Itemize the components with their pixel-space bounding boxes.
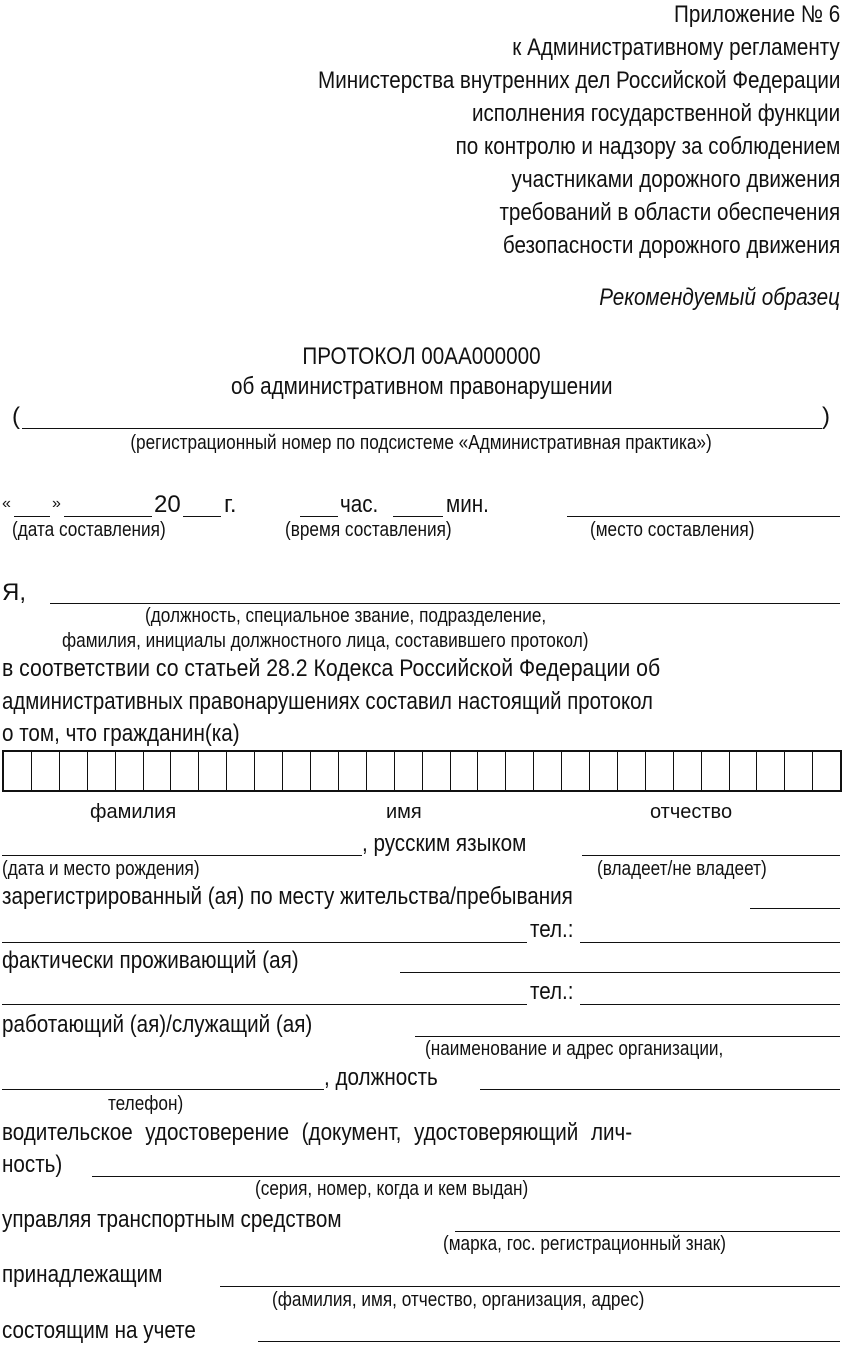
organization-phone-field[interactable] xyxy=(2,1089,324,1090)
place-caption: (место составления) xyxy=(590,519,755,541)
organization-caption-1: (наименование и адрес организации, xyxy=(425,1038,724,1060)
reg-close-paren: ) xyxy=(822,403,830,430)
license-caption: (серия, номер, когда и кем выдан) xyxy=(255,1178,529,1200)
name-letter-cell[interactable] xyxy=(395,752,423,790)
name-letter-cell[interactable] xyxy=(562,752,590,790)
name-letter-cell[interactable] xyxy=(785,752,813,790)
residing-label: фактически проживающий (ая) xyxy=(2,947,299,974)
name-letter-cell[interactable] xyxy=(646,752,674,790)
name-letter-cell[interactable] xyxy=(60,752,88,790)
name-letter-cell[interactable] xyxy=(339,752,367,790)
grid-label-patronymic: отчество xyxy=(650,801,733,823)
sample-note: Рекомендуемый образец xyxy=(599,284,840,311)
day-field[interactable] xyxy=(14,516,50,517)
name-letter-cell[interactable] xyxy=(283,752,311,790)
year-suffix: г. xyxy=(224,491,237,518)
birth-caption: (дата и место рождения) xyxy=(2,858,200,880)
working-label: работающий (ая)/служащий (ая) xyxy=(2,1011,313,1038)
officer-caption-2: фамилия, инициалы должностного лица, составившего протокол) xyxy=(62,630,589,652)
registered-label: зарегистрированный (ая) по месту жительства/пребывания xyxy=(2,883,573,910)
name-letter-cell[interactable] xyxy=(618,752,646,790)
protocol-subtitle: об административном правонарушении xyxy=(230,373,613,400)
name-letter-cell[interactable] xyxy=(311,752,339,790)
name-letter-cell[interactable] xyxy=(506,752,534,790)
residing-address-field[interactable] xyxy=(400,972,840,973)
date-caption: (дата составления) xyxy=(12,519,166,541)
position-label: , должность xyxy=(324,1064,438,1091)
language-caption: (владеет/не владеет) xyxy=(597,858,767,880)
owner-field[interactable] xyxy=(220,1286,840,1287)
name-letter-cell[interactable] xyxy=(534,752,562,790)
quote-close: » xyxy=(52,495,61,512)
phone-label: тел.: xyxy=(530,916,574,943)
phone-label-2: тел.: xyxy=(530,978,574,1005)
name-letter-cell[interactable] xyxy=(423,752,451,790)
appendix-line: безопасности дорожного движения xyxy=(502,232,840,259)
hours-label: час. xyxy=(340,491,379,518)
registration-number-caption: (регистрационный номер по подсистеме «Административная практика») xyxy=(130,432,713,454)
position-field[interactable] xyxy=(480,1089,840,1090)
name-letter-cell[interactable] xyxy=(478,752,506,790)
hours-field[interactable] xyxy=(300,516,338,517)
registered-at-label: состоящим на учете xyxy=(2,1317,196,1344)
name-letter-cell[interactable] xyxy=(227,752,255,790)
residing-phone-field[interactable] xyxy=(580,1004,840,1005)
appendix-line: к Административному регламенту xyxy=(512,34,840,61)
registered-address-field-2[interactable] xyxy=(2,942,527,943)
name-letter-cell[interactable] xyxy=(255,752,283,790)
registered-address-field[interactable] xyxy=(750,908,840,909)
minutes-label: мин. xyxy=(446,491,489,518)
name-letter-grid[interactable] xyxy=(2,750,842,792)
protocol-title: ПРОТОКОЛ 00АА000000 xyxy=(302,343,541,370)
body-line: о том, что гражданин(ка) xyxy=(2,720,240,747)
reg-open-paren: ( xyxy=(12,403,20,430)
minutes-field[interactable] xyxy=(393,516,443,517)
registered-phone-field[interactable] xyxy=(580,942,840,943)
name-letter-cell[interactable] xyxy=(730,752,758,790)
name-letter-cell[interactable] xyxy=(590,752,618,790)
appendix-line: исполнения государственной функции xyxy=(471,100,840,127)
name-letter-cell[interactable] xyxy=(702,752,730,790)
name-letter-cell[interactable] xyxy=(367,752,395,790)
name-letter-cell[interactable] xyxy=(171,752,199,790)
officer-caption-1: (должность, специальное звание, подразделение, xyxy=(145,605,547,627)
registration-number-field[interactable] xyxy=(22,428,822,429)
name-letter-cell[interactable] xyxy=(813,752,840,790)
name-letter-cell[interactable] xyxy=(4,752,32,790)
grid-label-surname: фамилия xyxy=(90,801,177,823)
appendix-line: требований в области обеспечения xyxy=(499,199,840,226)
owner-label: принадлежащим xyxy=(2,1261,163,1288)
name-letter-cell[interactable] xyxy=(674,752,702,790)
residing-address-field-2[interactable] xyxy=(2,1004,527,1005)
birth-field[interactable] xyxy=(2,855,362,856)
registered-at-field[interactable] xyxy=(258,1341,840,1342)
vehicle-label: управляя транспортным средством xyxy=(2,1206,342,1233)
body-line: в соответствии со статьей 28.2 Кодекса Российской Федерации об xyxy=(2,655,661,682)
grid-label-name: имя xyxy=(386,801,422,823)
language-label: , русским языком xyxy=(362,830,527,857)
name-letter-cell[interactable] xyxy=(144,752,172,790)
organization-caption-2: телефон) xyxy=(108,1093,184,1115)
time-caption: (время составления) xyxy=(285,519,452,541)
month-field[interactable] xyxy=(64,516,152,517)
name-letter-cell[interactable] xyxy=(451,752,479,790)
license-label: водительское удостоверение (документ, удостоверяющий лич- xyxy=(2,1119,633,1146)
quote-open: « xyxy=(2,495,11,512)
officer-prefix: Я, xyxy=(2,579,26,606)
owner-caption: (фамилия, имя, отчество, организация, адрес) xyxy=(272,1289,645,1311)
license-label-2: ность) xyxy=(2,1151,63,1178)
appendix-line: Приложение № 6 xyxy=(673,1,840,28)
body-line: административных правонарушениях составил настоящий протокол xyxy=(2,688,653,715)
name-letter-cell[interactable] xyxy=(88,752,116,790)
place-field[interactable] xyxy=(567,516,840,517)
language-field[interactable] xyxy=(582,855,840,856)
vehicle-caption: (марка, гос. регистрационный знак) xyxy=(443,1233,726,1255)
year-prefix: 20 xyxy=(154,491,181,518)
name-letter-cell[interactable] xyxy=(757,752,785,790)
appendix-line: Министерства внутренних дел Российской Федерации xyxy=(317,67,840,94)
appendix-line: участниками дорожного движения xyxy=(511,166,840,193)
name-letter-cell[interactable] xyxy=(32,752,60,790)
year-field[interactable] xyxy=(183,516,221,517)
appendix-line: по контролю и надзору за соблюдением xyxy=(455,133,840,160)
name-letter-cell[interactable] xyxy=(199,752,227,790)
name-letter-cell[interactable] xyxy=(116,752,144,790)
